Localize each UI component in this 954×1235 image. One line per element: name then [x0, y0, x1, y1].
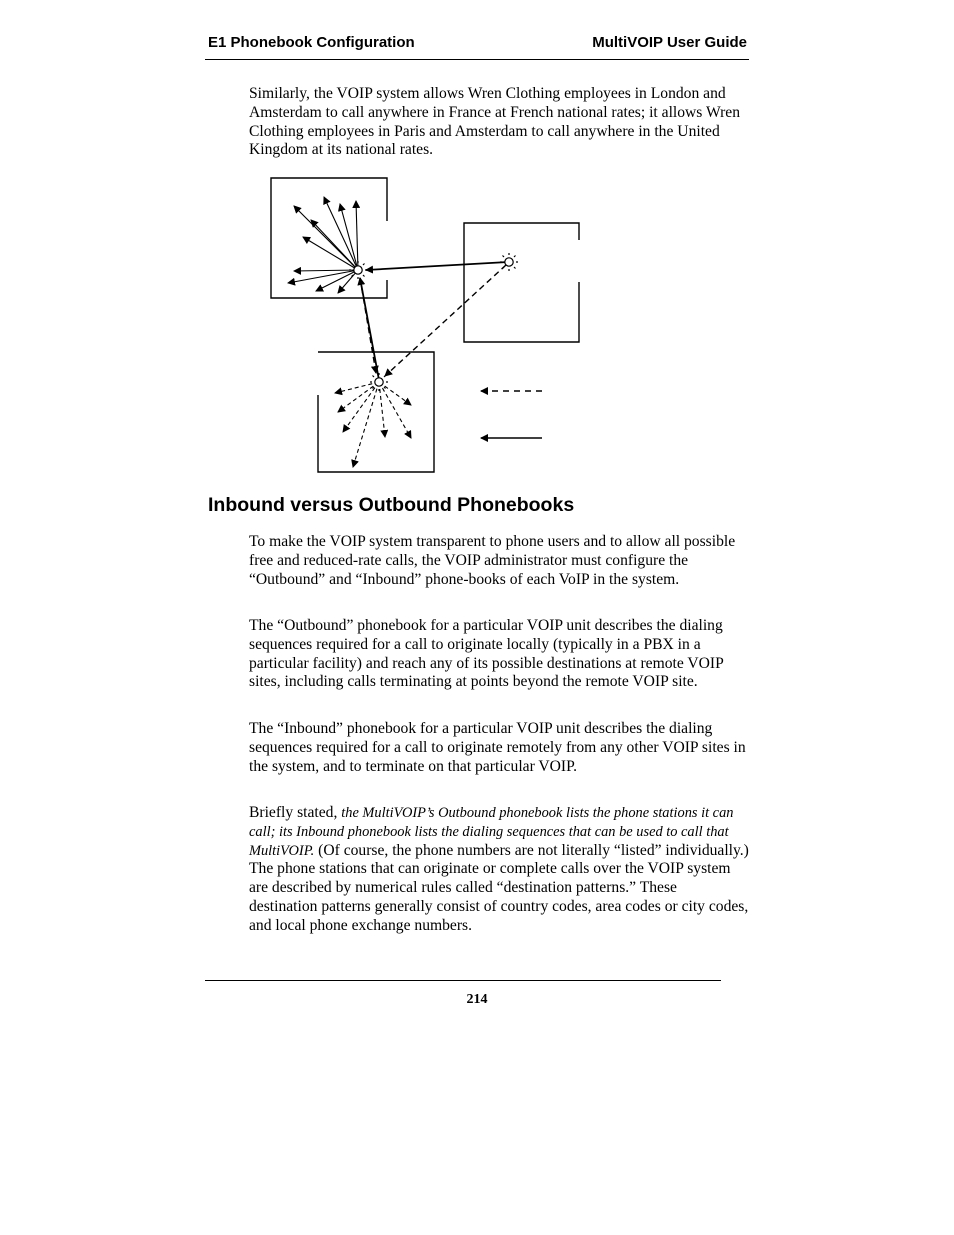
remote-call-fan-dashed	[335, 382, 411, 467]
paragraph-4-emphasis: the MultiVOIP’s Outbound phonebook lists the phone stations it can call; its Inbound phonebook lists the dialing sequences that can be used to call that MultiVOIP.	[249, 805, 734, 859]
running-header-right: MultiVOIP User Guide	[592, 34, 747, 51]
voip-dashed-links	[360, 265, 506, 376]
section-title: Inbound versus Outbound Phonebooks	[208, 494, 575, 516]
paragraph-2: The “Outbound” phonebook for a particular VOIP unit describes the dialing sequences required for a call to originate locally (typically in a PBX in a particular facility) and reach any of its possible destinations at remote VOIP sites, including calls terminating at points beyond the remote VOIP site.	[249, 617, 724, 691]
paragraph-4-lead: Briefly stated,	[249, 804, 342, 821]
site-box-right	[464, 223, 579, 342]
footer-rule	[205, 980, 721, 981]
page-number: 214	[466, 992, 488, 1007]
local-call-fan-solid	[288, 197, 358, 293]
intro-paragraph: Similarly, the VOIP system allows Wren Clothing employees in London and Amsterdam to call anywhere in France at French national rates; it allows Wren Clothing employees in Paris and Amsterdam to call anywhere in the United Kingdom at its national rates.	[249, 85, 740, 159]
site-box-top-left	[271, 178, 387, 298]
running-header-left: E1 Phonebook Configuration	[208, 34, 415, 51]
paragraph-3: The “Inbound” phonebook for a particular VOIP unit describes the dialing sequences required for a call to originate remotely from any other VOIP sites in the system, and to terminate on that particular VOIP.	[249, 720, 746, 775]
paragraph-4	[249, 804, 749, 936]
paragraph-4-rest: (Of course, the phone numbers are not literally “listed” individually.) The phone stations that can originate or complete calls over the VOIP system are described by numerical rules called “destination patterns.” These destination patterns generally consist of country codes, area codes or city codes, and local phone exchange numbers.	[249, 841, 749, 934]
paragraph-1: To make the VOIP system transparent to phone users and to allow all possible free and reduced-rate calls, the VOIP administrator must configure the “Outbound” and “Inbound” phone-books of each VoIP in the system.	[249, 533, 736, 588]
